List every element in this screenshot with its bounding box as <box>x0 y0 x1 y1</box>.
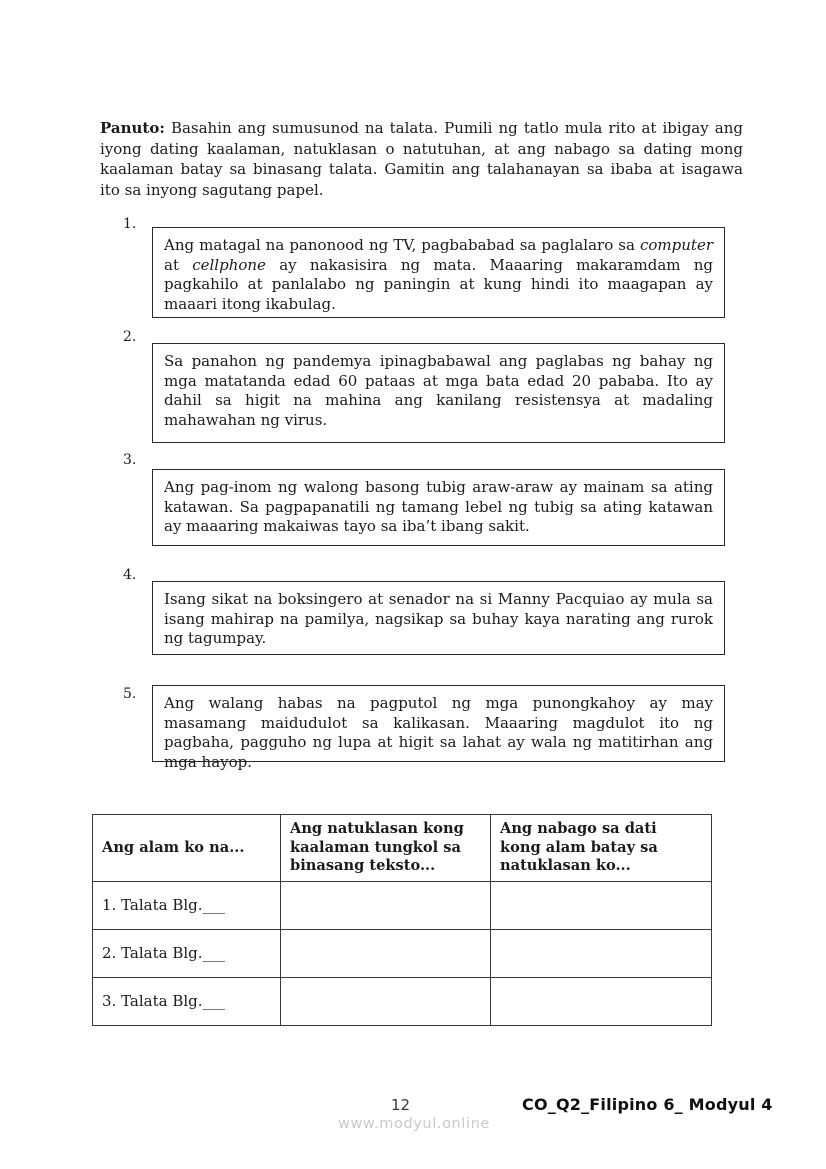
instructions-label: Panuto: <box>100 119 165 137</box>
item-1-paragraph-box <box>152 227 725 318</box>
column-header-alam-ko: Ang alam ko na... <box>93 815 281 882</box>
item-4-text: Isang sikat na boksingero at senador na si Manny Pacquiao ay mula sa isang mahirap na pamilya, nagsikap sa buhay kaya narating ang rurok ng tagumpay. <box>164 590 713 648</box>
item-3-text: Ang pag-inom ng walong basong tubig araw-araw ay mainam sa ating katawan. Sa pagpapanatili ng tamang lebel ng tubig sa ating katawan ay maaaring makaiwas tayo sa iba’t ibang sakit. <box>164 478 713 536</box>
item-1-text-pre: Ang matagal na panonood ng TV, pagbababad sa paglalaro sa <box>164 236 640 254</box>
table-row <box>93 977 712 1025</box>
table-row <box>93 929 712 977</box>
row-3-answer-cell-nabago <box>491 977 712 1025</box>
item-2-number: 2. <box>123 329 137 345</box>
table-header-row <box>93 815 712 882</box>
instructions-text: Basahin ang sumusunod na talata. Pumili ng tatlo mula rito at ibigay ang iyong dating kaalaman, natuklasan o natutuhan, at ang nabago sa dating mong kaalaman batay sa binasang talata. Gamitin ang talahanayan sa ibaba at isagawa ito sa inyong sagutang papel. <box>100 119 743 199</box>
item-4-number: 4. <box>123 567 137 583</box>
item-1-text-post: ay nakasisira ng mata. Maaaring makaramdam ng pagkahilo at panlalabo ng paningin at kung hindi ito maagapan ay maaari itong ikabulag. <box>164 255 714 313</box>
item-3-paragraph-box <box>152 469 725 546</box>
item-1-italic-cellphone: cellphone <box>192 255 266 274</box>
item-2-text: Sa panahon ng pandemya ipinagbabawal ang paglabas ng bahay ng mga matatanda edad 60 pataas at mga bata edad 20 pababa. Ito ay dahil sa higit na mahina ang kanilang resistensya at madaling mahawahan ng virus. <box>164 352 713 429</box>
column-header-nabago: Ang nabago sa dati kong alam batay sa natuklasan ko... <box>491 815 712 882</box>
row-2-answer-cell-natuklasan <box>281 929 491 977</box>
row-3-label: 3. Talata Blg.___ <box>93 977 281 1025</box>
item-5-text: Ang walang habas na pagputol ng mga punongkahoy ay may masamang maidudulot sa kalikasan. Maaaring magdulot ito ng pagbaha, pagguho ng lupa at higit sa lahat ay wala ng matitirhan ang mga hayop. <box>164 694 713 771</box>
item-2-paragraph-box <box>152 343 725 443</box>
item-3-number: 3. <box>123 452 137 468</box>
row-1-label: 1. Talata Blg.___ <box>93 881 281 929</box>
row-3-answer-cell-natuklasan <box>281 977 491 1025</box>
row-1-answer-cell-natuklasan <box>281 881 491 929</box>
row-2-answer-cell-nabago <box>491 929 712 977</box>
answer-table <box>92 814 712 1026</box>
item-1-number: 1. <box>123 216 137 232</box>
column-header-natuklasan: Ang natuklasan kong kaalaman tungkol sa binasang teksto... <box>281 815 491 882</box>
instructions-paragraph <box>100 118 743 200</box>
item-4-paragraph-box <box>152 581 725 655</box>
page-number: 12 <box>391 1096 411 1114</box>
item-1-text-mid: at <box>164 255 193 274</box>
item-1-italic-computer: computer <box>640 236 713 254</box>
item-5-paragraph-box <box>152 685 725 771</box>
watermark-url: www.modyul.online <box>338 1116 490 1132</box>
row-1-answer-cell-nabago <box>491 881 712 929</box>
table-row <box>93 881 712 929</box>
module-code: CO_Q2_Filipino 6_ Modyul 4 <box>522 1095 773 1114</box>
row-2-label: 2. Talata Blg.___ <box>93 929 281 977</box>
item-5-number: 5. <box>123 686 137 702</box>
